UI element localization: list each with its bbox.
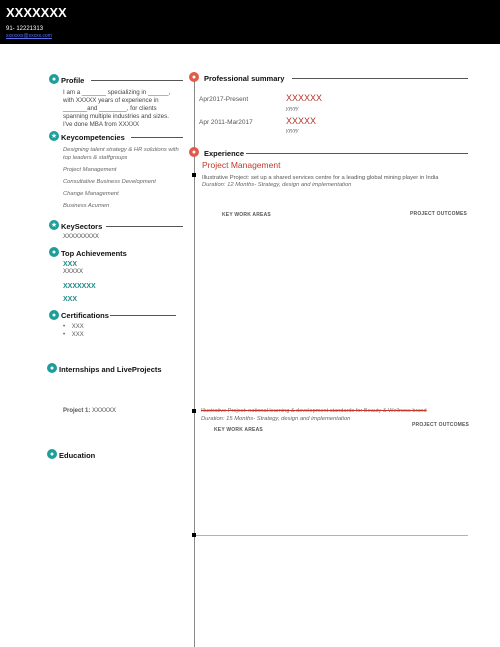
resume-header [0, 0, 500, 44]
trophy-icon: ● [49, 247, 59, 257]
achievement-heading: XXXXXXX [63, 283, 96, 290]
certification-item: • XXX [63, 332, 84, 338]
experience-heading: Experience [204, 149, 245, 158]
certification-text: XXX [71, 332, 84, 338]
experience-section-title: Project Management [202, 160, 281, 170]
clipboard-icon: ● [189, 72, 199, 82]
internships-heading: Internships and LiveProjects [59, 365, 162, 374]
achievement-detail: XXXXX [63, 269, 84, 275]
project-outcomes-label: PROJECT OUTCOMES [412, 422, 470, 428]
graduation-icon: ● [47, 449, 57, 459]
competency-item: Business Acumen [63, 203, 110, 209]
summary-company: yyyyy [286, 128, 299, 134]
summary-heading: Professional summary [204, 74, 285, 83]
competency-item: Change Management [63, 191, 119, 197]
summary-role: XXXXX [286, 116, 317, 126]
star-icon: ★ [50, 221, 58, 229]
certificate-icon: ● [49, 310, 59, 320]
project-description: Illustrative Project: national learning & development standards for Beauty & Wellness brand [201, 408, 427, 414]
timeline-marker [192, 409, 196, 413]
project-description: Illustrative Project: set up a shared services centre for a leading global mining player in India [202, 175, 439, 181]
achievement-heading: XXX [63, 261, 78, 268]
project-duration: Duration: 12 Months- Strategy, design and implementation [202, 182, 352, 188]
summary-role: XXXXXX [286, 93, 323, 103]
competencies-rule [131, 137, 183, 138]
experience-rule [246, 153, 468, 154]
sectors-heading: KeySectors [61, 222, 103, 231]
profile-rule [91, 80, 183, 81]
key-work-areas-label: KEY WORK AREAS [214, 427, 263, 433]
project-outcomes-label: PROJECT OUTCOMES [410, 211, 468, 217]
profile-heading: Profile [61, 76, 85, 85]
profile-line: with XXXXX years of experience in [63, 97, 159, 104]
competency-item: Designing talent strategy & HR solutions with top leaders & staffgroups [63, 147, 179, 161]
profile-line: I've done MBA from XXXXX [63, 121, 140, 128]
user-icon: ● [49, 74, 59, 84]
competency-item: Consultative Business Development [63, 179, 156, 185]
certification-text: XXX [71, 324, 84, 330]
summary-dates: Apr2017-Present [199, 96, 249, 103]
project-value: XXXXXX [92, 408, 117, 414]
certifications-heading: Certifications [61, 311, 109, 320]
project-entry [63, 408, 116, 414]
orange-divider [196, 535, 468, 536]
certifications-rule [110, 315, 176, 316]
sectors-rule [106, 226, 183, 227]
competency-item: Project Management [63, 167, 117, 173]
competencies-heading: Keycompetencies [61, 133, 125, 142]
summary-dates: Apr 2011-Mar2017 [199, 119, 253, 126]
timeline-marker [192, 173, 196, 177]
profile-line: spanning multiple industries and sizes. [63, 113, 169, 120]
achievements-heading: Top Achievements [61, 249, 127, 258]
timeline-line [194, 72, 195, 647]
project-label: Project 1: [63, 408, 91, 414]
phone-number: 91- 12221313 [6, 26, 44, 32]
sector-value: XXXXXXXXX [63, 234, 100, 240]
candidate-name: XXXXXXX [6, 5, 67, 20]
profile-line: _______and ________, for clients [63, 105, 157, 112]
key-work-areas-label: KEY WORK AREAS [222, 212, 271, 218]
summary-company: yyyyy [286, 106, 299, 112]
profile-line: I am a _______ specializing in ______, [63, 89, 171, 96]
education-heading: Education [59, 451, 96, 460]
summary-rule [292, 78, 468, 79]
briefcase-icon: ● [47, 363, 57, 373]
profile-text [63, 89, 170, 129]
email-link[interactable]: xxxxxxx@xxxxx.com [6, 33, 52, 39]
achievement-heading: XXX [63, 296, 78, 303]
certification-item: • XXX [63, 324, 84, 330]
star-icon: ★ [50, 132, 58, 140]
project-duration: Duration: 15 Months- Strategy, design and implementation [201, 416, 351, 422]
briefcase-icon: ● [189, 147, 199, 157]
